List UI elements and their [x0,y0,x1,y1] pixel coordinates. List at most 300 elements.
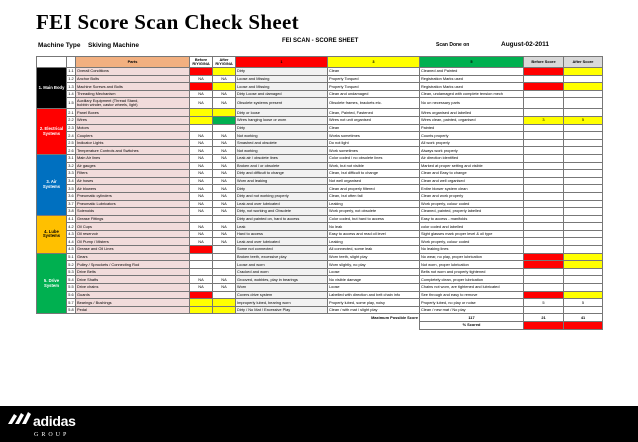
table-row [37,299,603,307]
green-criteria: Clean, undamaged with complete tension mech [420,90,524,98]
after-status: NA [213,154,236,162]
after-status: NA [213,238,236,246]
yellow-criteria: No leak [328,223,420,231]
before-score [524,238,564,246]
after-status: NA [213,98,236,109]
green-criteria: Painted [420,124,524,132]
yellow-criteria: No visible damage [328,276,420,284]
item-number: 1.1 [68,68,74,74]
yellow-criteria: Color coded, but hard to access [328,215,420,223]
after-score [564,177,603,185]
before-score [524,109,564,117]
before-status [190,68,213,76]
after-score [564,306,603,314]
red-criteria: Dirty or loose [236,109,328,117]
part-name: Drive Shafts [76,276,190,284]
red-criteria: Dirty, not working and Obsolete [236,208,328,216]
group-label: 3. Air Systems [37,154,67,215]
table-row [37,253,603,261]
after-score [564,215,603,223]
after-status: NA [213,200,236,208]
after-status [213,116,236,124]
red-criteria: Covers drive system [236,291,328,299]
red-criteria: Leak and over lubricated [236,238,328,246]
green-score-header: 5 [420,57,524,68]
green-criteria: Sight glasses mark proper level & oil type [420,230,524,238]
group-header [37,57,67,68]
yellow-criteria: Loose [328,284,420,292]
yellow-criteria: Obsolete frames, brackets etc. [328,98,420,109]
after-score [564,90,603,98]
green-criteria: color coded and labelled [420,223,524,231]
table-row [37,215,603,223]
after-score [564,154,603,162]
item-number: 2.2 [68,117,74,123]
before-header-sub: R/Y/G/NA [192,61,210,66]
item-number: 2.1 [68,109,74,115]
before-score [524,261,564,269]
table-row [37,192,603,200]
part-name: Oil Cups [76,223,190,231]
after-status [213,306,236,314]
green-criteria: Entire blower system clean [420,185,524,193]
parts-header: Parts [76,57,190,68]
before-status: NA [190,238,213,246]
table-row [37,284,603,292]
after-status [213,246,236,254]
max-score-value: 117 [420,314,524,322]
before-score [524,68,564,76]
before-score [524,139,564,147]
table-row [37,124,603,132]
green-criteria: Wires organised and labelled [420,109,524,117]
before-score [524,185,564,193]
scan-done-label: Scan Done on [436,42,470,48]
after-score [564,162,603,170]
red-score-header: 1 [236,57,328,68]
green-criteria: Clean and work properly [420,192,524,200]
before-score: 3 [524,116,564,124]
green-criteria: All work properly [420,139,524,147]
before-score [524,124,564,132]
before-score [524,75,564,83]
red-criteria: Dirty [236,185,328,193]
yellow-criteria: Clean and undamaged [328,90,420,98]
table-row [37,291,603,299]
red-criteria: Hard to access [236,230,328,238]
part-name: Air blowers [76,185,190,193]
group-label: 1. Main Body [37,68,67,109]
before-status: NA [190,98,213,109]
before-status [190,306,213,314]
red-criteria: Leak air / obsolete lines [236,154,328,162]
item-number: 5.4 [68,276,74,282]
table-row [37,268,603,276]
green-criteria: Marked at proper setting and visible [420,162,524,170]
table-row [37,230,603,238]
item-number: 4.3 [68,231,74,237]
before-status: NA [190,200,213,208]
yellow-criteria: Properly Torqued [328,83,420,91]
item-number: 2.5 [68,140,74,146]
part-name-line: bobbin winder, castor wheels, light) [77,102,138,108]
after-score [564,147,603,155]
after-status: NA [213,170,236,178]
item-number: 1.4 [68,91,74,97]
after-score [564,223,603,231]
yellow-criteria: Clean, Painted, Fastened [328,109,420,117]
part-name: Pneumatic Lubricators [76,200,190,208]
part-name: Bearings / Bushings [76,299,190,307]
red-criteria: Not working [236,132,328,140]
red-criteria: Worn [236,284,328,292]
table-row [37,68,603,76]
part-name-line: Auxiliary Equipment (Thread Stand, [77,98,139,104]
part-name: Pneumatic cylinders [76,192,190,200]
before-header-label: Before [194,56,208,62]
before-status: NA [190,90,213,98]
after-score [564,75,603,83]
percent-scored-label: % Scored [420,322,524,330]
before-score [524,98,564,109]
before-score [524,284,564,292]
part-name: Filters [76,170,190,178]
item-number: 3.5 [68,185,74,191]
green-criteria: No wear, no play, proper lubrication [420,253,524,261]
after-score [564,109,603,117]
yellow-score-header: 3 [328,57,420,68]
after-status: NA [213,75,236,83]
table-row [37,200,603,208]
after-score [564,139,603,147]
yellow-criteria: Properly lubed, some play, noisy [328,299,420,307]
part-name: Indicator Lights [76,139,190,147]
table-row [37,238,603,246]
red-criteria: Leak [236,223,328,231]
after-score: 5 [564,299,603,307]
part-name: Grease and Oil Lines [76,246,190,254]
part-name: Drive chains [76,284,190,292]
before-status [190,83,213,91]
yellow-criteria: Work, but not visible [328,162,420,170]
group-label: 2. Electrical Systems [37,109,67,155]
part-name: Oil reservoir [76,230,190,238]
part-name: Guards [76,291,190,299]
yellow-criteria: Easy to access and read oil level [328,230,420,238]
green-criteria: See through and easy to remove [420,291,524,299]
before-status [190,109,213,117]
after-score [564,170,603,178]
part-name: Air hoses [76,177,190,185]
green-criteria: Not worn, proper lubrication [420,261,524,269]
item-number: 4.2 [68,223,74,229]
before-status [190,299,213,307]
before-score [524,200,564,208]
table-row [37,90,603,98]
part-name: Gears [76,253,190,261]
yellow-criteria: All connected, some leak [328,246,420,254]
after-header-sub: R/Y/G/NA [215,61,233,66]
group-label: 4. Lube Systems [37,215,67,253]
part-name: Air gauges [76,162,190,170]
green-criteria: Easy to access - manifolds [420,215,524,223]
part-name: Main Air lines [76,154,190,162]
score-sheet-table [36,56,603,330]
yellow-criteria: Works sometimes [328,132,420,140]
after-status: NA [213,132,236,140]
after-status [213,299,236,307]
item-number: 5.5 [68,284,74,290]
score-sheet-title: FEI SCAN - SCORE SHEET [282,38,359,44]
green-criteria: Counts properly [420,132,524,140]
before-status: NA [190,177,213,185]
green-criteria: Belts not worn and properly tightened [420,268,524,276]
scan-date: August-02-2011 [501,41,550,48]
green-criteria: Clean and Easy to change [420,170,524,178]
after-status [213,261,236,269]
after-score [564,98,603,109]
part-name: Panel Boxes [76,109,190,117]
after-status [213,124,236,132]
item-number: 4.5 [68,246,74,252]
before-score [524,306,564,314]
red-criteria: Dirty and not working properly [236,192,328,200]
table-row [37,276,603,284]
brand-sub-text: GROUP [34,432,70,438]
after-status [213,291,236,299]
item-number: 5.2 [68,261,74,267]
part-name: Solenoids [76,208,190,216]
item-number: 4.4 [68,238,74,244]
yellow-criteria: Work sometimes [328,147,420,155]
red-criteria: Some not connected [236,246,328,254]
green-criteria: Properly lubed, no play or noise [420,299,524,307]
part-name: Wires [76,116,190,124]
item-number: 3.8 [68,208,74,214]
part-name: Motors [76,124,190,132]
group-label: 5. Drive System [37,253,67,314]
percent-scored-row [37,322,603,330]
item-number: 1.2 [68,75,74,81]
before-score-header: Before Score [524,57,564,68]
red-criteria: Broken teeth, excessive play [236,253,328,261]
table-row [37,139,603,147]
item-number: 1.3 [68,83,74,89]
after-status: NA [213,139,236,147]
item-number: 5.8 [68,307,74,313]
after-score [564,200,603,208]
yellow-criteria: Clean [328,124,420,132]
yellow-criteria: Properly Torqued [328,75,420,83]
yellow-criteria: Loose [328,268,420,276]
red-criteria: Leak and over lubricated [236,200,328,208]
item-number: 2.4 [68,132,74,138]
before-score: 5 [524,299,564,307]
item-number: 5.3 [68,269,74,275]
item-number: 3.1 [68,155,74,161]
table-row [37,306,603,314]
red-criteria: Dirty / No Mat / Excessive Play [236,306,328,314]
red-criteria: Dirty and painted on, hard to access [236,215,328,223]
green-criteria: Clean and well organised [420,177,524,185]
part-name: Oil Pump / Misters [76,238,190,246]
after-score [564,208,603,216]
after-score-header: After Score [564,57,603,68]
yellow-criteria: Clean / with mat / slight play [328,306,420,314]
yellow-criteria: Clean [328,68,420,76]
red-criteria: Cracked and worn [236,268,328,276]
before-score [524,132,564,140]
green-criteria: Completely clean, proper lubrication [420,276,524,284]
part-name: Temperature Controls and Switches [76,147,190,155]
after-score [564,132,603,140]
number-header [67,57,76,68]
table-row [37,75,603,83]
before-score [524,276,564,284]
table-row [37,185,603,193]
item-number: 3.6 [68,193,74,199]
after-status: NA [213,276,236,284]
after-score [564,238,603,246]
item-number: 3.4 [68,178,74,184]
before-status: NA [190,185,213,193]
before-status [190,253,213,261]
before-status [190,268,213,276]
part-name: Machine Screws and Bolts [76,83,190,91]
table-row [37,154,603,162]
before-score [524,208,564,216]
before-score [524,170,564,178]
part-name: Pedal [76,306,190,314]
item-number: 3.3 [68,170,74,176]
after-score [564,261,603,269]
part-name: Grease Fittings [76,215,190,223]
red-criteria: Grooved, wobbles, play in bearings [236,276,328,284]
item-number: 4.1 [68,216,74,222]
green-criteria: No leaking lines [420,246,524,254]
red-criteria: Dirty [236,124,328,132]
red-criteria: Improperly lubed, bearing worn [236,299,328,307]
max-score-after: 41 [564,314,603,322]
before-score [524,215,564,223]
table-row [37,177,603,185]
after-score [564,185,603,193]
table-row [37,162,603,170]
yellow-criteria: Leaking [328,200,420,208]
green-criteria: No un necessary parts [420,98,524,109]
red-criteria: Smashed and obsolete [236,139,328,147]
table-row [37,109,603,117]
yellow-criteria: Leaking [328,238,420,246]
after-status [213,268,236,276]
item-number: 2.3 [68,124,74,130]
before-status [190,215,213,223]
table-row [37,208,603,216]
machine-type-value: Skiving Machine [88,42,139,49]
after-status: NA [213,208,236,216]
yellow-criteria: Not well organised [328,177,420,185]
adidas-stripes-icon [6,412,32,424]
max-score-before: 21 [524,314,564,322]
max-score-label: Maximum Possible Score [371,315,418,320]
sheet-header-bar [36,38,602,56]
part-name: Threading Mechanism [76,90,190,98]
before-status: NA [190,147,213,155]
after-status: NA [213,162,236,170]
before-header [190,57,213,68]
red-criteria: Wires hanging loose or worn [236,116,328,124]
percent-scored-after [564,322,603,330]
item-number: 5.6 [68,291,74,297]
table-row [37,98,603,109]
green-criteria: Clean / new mat / No play [420,306,524,314]
before-status: NA [190,170,213,178]
before-status [190,124,213,132]
after-header [213,57,236,68]
before-status [190,246,213,254]
after-score [564,276,603,284]
before-score [524,253,564,261]
before-status: NA [190,154,213,162]
brand-logo-text: adidas [33,413,76,429]
after-status [213,253,236,261]
page-title: FEI Score Scan Check Sheet [36,10,299,34]
yellow-criteria: Work properly, not obsolete [328,208,420,216]
red-criteria: Dirty and difficult to change [236,170,328,178]
table-body [37,68,603,314]
item-number: 2.6 [68,147,74,153]
before-score [524,192,564,200]
before-status [190,116,213,124]
green-criteria: Always work properly [420,147,524,155]
before-status: NA [190,162,213,170]
after-score [564,268,603,276]
before-score [524,162,564,170]
after-status: NA [213,223,236,231]
red-criteria: Worn and leaking [236,177,328,185]
after-status [213,109,236,117]
green-criteria: Cleaned, painted, properly labelled [420,208,524,216]
part-name: Drive Belts [76,268,190,276]
percent-scored-spacer [37,322,420,330]
yellow-criteria: Worn teeth, slight play [328,253,420,261]
table-row [37,246,603,254]
green-criteria: Wires clean, painted, organised [420,116,524,124]
max-score-row [37,314,603,322]
green-criteria: Work properly, colour coded [420,238,524,246]
red-criteria: Dirty Loose and damaged [236,90,328,98]
after-header-label: After [219,56,229,62]
red-criteria: Loose and Missing [236,83,328,91]
table-row [37,116,603,124]
before-status: NA [190,132,213,140]
after-score [564,253,603,261]
yellow-criteria: Labelled with direction and belt chain info [328,291,420,299]
before-score [524,246,564,254]
after-score [564,192,603,200]
machine-type-label: Machine Type [38,42,81,49]
yellow-criteria: Clean, but difficult to change [328,170,420,178]
before-status: NA [190,276,213,284]
before-score [524,83,564,91]
percent-scored-before [524,322,564,330]
part-name: Couplers [76,132,190,140]
yellow-criteria: Do not light [328,139,420,147]
before-status: NA [190,192,213,200]
yellow-criteria: Worn slightly, no play [328,261,420,269]
after-score [564,284,603,292]
after-score [564,291,603,299]
